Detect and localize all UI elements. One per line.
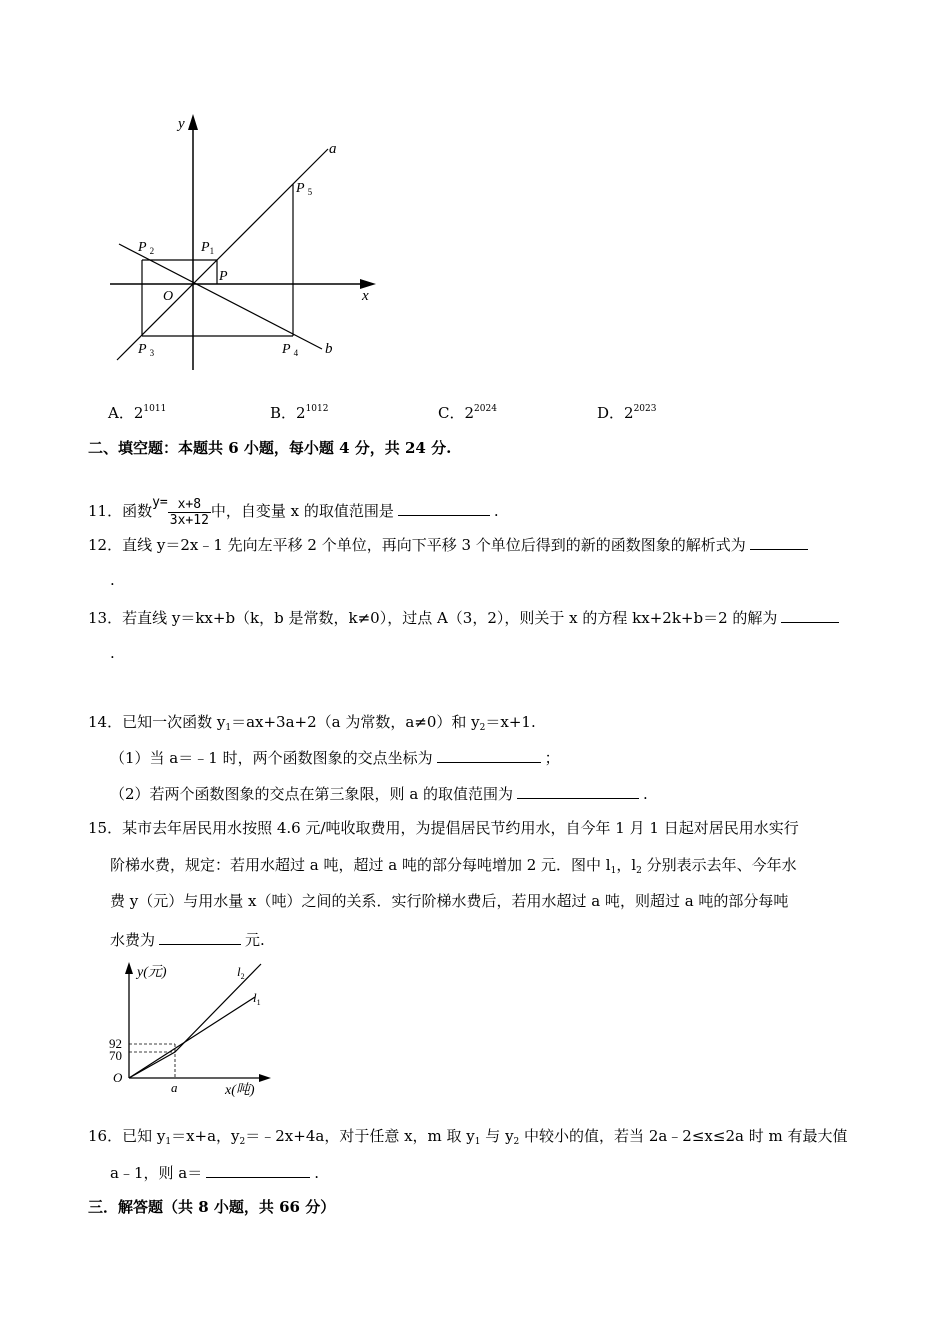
fig1-p5-label: P $_5$	[296, 181, 313, 197]
y-axis-arrow	[188, 114, 198, 130]
fig1-y-label: y	[178, 116, 185, 132]
q15-answer-blank[interactable]	[159, 930, 241, 945]
fig2-a-label: a	[171, 1080, 178, 1095]
figure-water-fee-graph	[105, 958, 275, 1098]
q14-part2: （2）若两个函数图象的交点在第三象限，则 a 的取值范围为 .	[110, 785, 648, 803]
q15-line3: 费 y（元）与用水量 x（吨）之间的关系．实行阶梯水费后，若用水超过 a 吨，则超过 a 吨的部分每吨	[110, 892, 789, 910]
line-l1	[129, 997, 255, 1078]
q16-line2: a﹣1，则 a＝ .	[110, 1164, 319, 1182]
q14-line1: 14．已知一次函数 $y_1=ax+3a+2(a$ 为常数，a≠0）和 $y_2=x+1$.	[88, 713, 536, 733]
fig1-p3-label: P $_3$	[138, 342, 155, 358]
q10-option-a: A．$2^{1011}$	[108, 404, 167, 422]
fig1-a-label: a	[329, 141, 337, 157]
q11: 11．函数y= $\frac{x+8}{3x+12}$ 中，自变量 x 的取值范围是 .	[88, 495, 499, 528]
fig2-l1-label: $l_1$	[253, 990, 261, 1007]
q11-fraction: $\frac{x+8}{3x+12}$	[169, 496, 209, 528]
fig2-70-label: 70	[109, 1048, 122, 1063]
line-l2	[129, 964, 261, 1078]
q12-line1: 12．直线 y＝2x﹣1 先向左平移 2 个单位，再向下平移 3 个单位后得到的新的函数图象的解析式为	[88, 535, 812, 555]
q15-line2: 阶梯水费，规定：若用水超过 a 吨，超过 a 吨的部分每吨增加 2 元．图中 $l_1$，$l_2$ 分别表示去年、今年水	[110, 856, 797, 876]
q14-part1-answer-blank[interactable]	[437, 748, 541, 763]
q13-line1: 13．若直线 y＝kx+b（k，b 是常数，k≠0），过点 A（3，2），则关于 x 的方程 kx+2k+b＝2 的解为	[88, 608, 843, 628]
q10-option-d: D．$2^{2023}$	[597, 404, 657, 422]
fig2-l2-label: $l_2$	[237, 964, 245, 981]
q12-line2: .	[110, 571, 115, 589]
q13-line2: .	[110, 644, 115, 662]
fig1-p-label: P	[219, 269, 228, 284]
q13-answer-blank[interactable]	[781, 608, 839, 623]
fig1-x-label: x	[362, 288, 369, 304]
fig1-p1-label: $P_1$	[201, 240, 215, 256]
fig1-p2-label: P $_2$	[138, 240, 155, 256]
q15-line1: 15．某市去年居民用水按照 4.6 元/吨收取费用，为提倡居民节约用水，自今年 1 月 1 日起对居民用水实行	[88, 819, 799, 837]
q11-answer-blank[interactable]	[398, 501, 490, 516]
section3-title: 三．解答题（共 8 小题，共 66 分）	[88, 1198, 336, 1216]
q10-option-c: C．$2^{2024}$	[438, 404, 497, 422]
fig2-92-label: 92	[109, 1036, 122, 1051]
q12-answer-blank[interactable]	[750, 535, 808, 550]
q10-option-b: B．$2^{1012}$	[270, 404, 329, 422]
section2-title: 二、填空题：本题共 6 小题，每小题 4 分，共 24 分.	[88, 439, 452, 457]
q15-line4: 水费为 元.	[110, 931, 265, 949]
q14-part1: （1）当 a＝﹣1 时，两个函数图象的交点坐标为 ；	[110, 749, 560, 767]
figure-points-diagram	[100, 108, 390, 378]
q16-answer-blank[interactable]	[206, 1163, 310, 1178]
fig1-b-label: b	[325, 341, 333, 357]
q16-line1: 16．已知 $y_1=x+a$，$y_2=﹣2x+4a$，对于任意 x，m 取 $y_1$ 与 $y_2$ 中较小的值，若当 2a﹣2≤x≤2a 时 m 有最大值	[88, 1127, 848, 1147]
fig1-p4-label: P $_4$	[282, 342, 299, 358]
fig2-origin-label: O	[113, 1070, 123, 1085]
fig2-y-label: y(元)	[137, 965, 167, 980]
fig1-origin-label: O	[163, 289, 174, 304]
fig2-x-label: x(吨)	[225, 1083, 255, 1098]
q14-part2-answer-blank[interactable]	[517, 784, 639, 799]
